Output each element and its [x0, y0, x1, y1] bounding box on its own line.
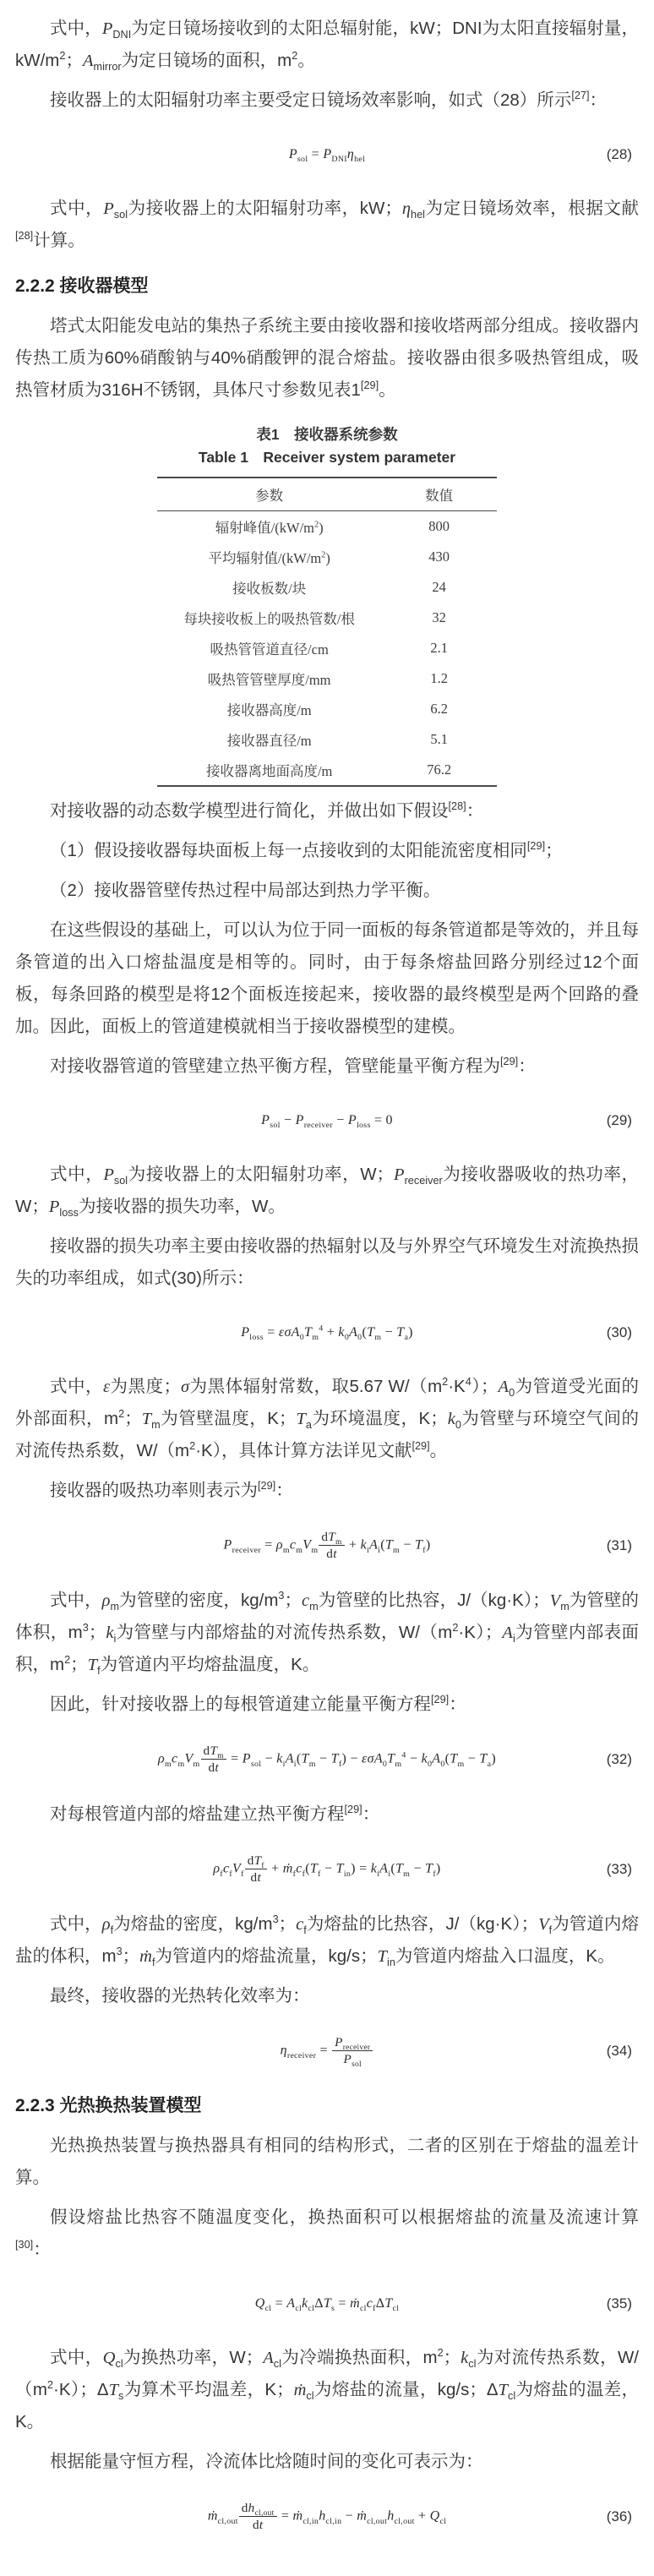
fraction: $\frac{dT_m}{dt}$ — [201, 1744, 226, 1776]
equation-32-number: (32) — [606, 1750, 632, 1767]
table1 — [157, 423, 497, 787]
parameter-name: 吸热管管壁厚度/mm — [207, 672, 331, 688]
equation-35-formula: $Q_{cl} = A_{cl}k_{cl}\Delta T_s$ = $ṁ_{cl}c_f\Delta T_{cl}$ — [254, 2295, 400, 2313]
table-row — [157, 511, 497, 543]
table-row — [157, 572, 497, 603]
paragraph-symbols-eq29: 式中，$P_{sol}$为接收器上的太阳辐射功率，W；$P_{receiver}$为接收器吸收的热功率，W；$P_{loss}$为接收器的损失功率，W。 — [15, 1165, 639, 1220]
equation-29 — [15, 1105, 639, 1136]
parameter-name: 平均辐射值$/(kW/m^2)$ — [208, 550, 330, 566]
parameter-value: 32 — [432, 609, 446, 625]
equation-32-formula: $\rho_mc_mV_m$ $\frac{dT_m}{dt}$ = $P_{sol} - k_iA_i(T_m - T_f) - \varepsilon\sigma A_0T_m^4 - k_0A_0(T_m - T_a)$ — [158, 1743, 496, 1776]
column-header-parameter: 参数 — [157, 478, 381, 511]
equation-30 — [15, 1318, 639, 1348]
paragraph-radiation-power: 接收器上的太阳辐射功率主要受定日镜场效率影响，如式（28）所示[27]： — [50, 89, 608, 110]
column-header-value: 数值 — [381, 478, 497, 511]
table1-caption-en: Table 1 Receiver system parameter — [198, 449, 456, 466]
paragraph-symbols-eq33: 式中，$\rho_f$为熔盐的密度，$kg/m^3$；$c_f$为熔盐的比热容，J/（kg·K）；$V_f$为管道内熔盐的体积，$m^3$；ṁ$_f$为管道内的熔盐流量，kg/s；$T_{in}$为管道内熔盐入口温度，K。 — [15, 1912, 639, 1968]
fraction: $\frac{dT_m}{dt}$ — [319, 1530, 344, 1562]
paragraph-assume-cp: 假设熔盐比热容不随温度变化，换热面积可以根据熔盐的流量及流速计算[30]： — [15, 2207, 639, 2259]
table-row — [157, 694, 497, 724]
equation-29-formula: $P_{sol} - P_{receiver} - P_{loss} = 0$ — [261, 1113, 393, 1131]
equation-35 — [15, 2289, 639, 2319]
paragraph-assumption-1: （1）假设接收器每块面板上每一点接收到的太阳能流密度相同[29]； — [50, 839, 563, 860]
equation-31 — [15, 1530, 639, 1562]
table-row — [157, 633, 497, 663]
paragraph-heat-exchanger: 光热换热装置与换热器具有相同的结构形式，二者的区别在于熔盐的温差计算。 — [15, 2135, 639, 2187]
paragraph-salt-balance-intro: 对每根管道内部的熔盐建立热平衡方程[29]： — [50, 1803, 380, 1824]
paragraph-energy-conservation: 根据能量守恒方程，冷流体比焓随时间的变化可表示为： — [50, 2451, 483, 2471]
equation-36 — [15, 2501, 639, 2533]
parameter-value: 1.2 — [430, 670, 448, 686]
parameter-name: 吸热管管道直径/cm — [210, 641, 329, 658]
equation-33 — [15, 1853, 639, 1886]
equation-34-formula: $\eta_{receiver}$ = $\frac{P_{receiver}}{P_{sol}}$ — [281, 2035, 374, 2067]
fraction: $\frac{dh_{cl,out}}{dt}$ — [239, 2501, 277, 2533]
paragraph-efficiency-intro: 最终，接收器的光热转化效率为： — [50, 1985, 310, 2006]
parameter-name: 接收器直径/m — [226, 733, 312, 749]
parameter-value: 76.2 — [427, 761, 452, 778]
parameter-value: 800 — [428, 518, 450, 534]
parameter-name: 每块接收板上的吸热管数/根 — [183, 611, 355, 627]
paragraph-symbols-dni: 式中，$P_{DNI}$为定日镜场接收到的太阳总辐射能，kW；DNI为太阳直接辐射量，$kW/m^2$；$A_{mirror}$为定日镜场的面积，$m^2$。 — [15, 19, 639, 74]
parameter-value: 430 — [428, 548, 450, 565]
parameter-name: 辐射峰值$/(kW/m^2)$ — [215, 520, 324, 536]
paragraph-assumption-2: （2）接收器管壁传热过程中局部达到热力学平衡。 — [50, 881, 441, 900]
section-heading-223: 2.2.3 光热换热装置模型 — [15, 2095, 202, 2115]
paragraph-symbols-eq31: 式中，$\rho_m$为管壁的密度，$kg/m^3$；$c_m$为管壁的比热容，J/（kg·K）；$V_m$为管壁的体积，$m^3$；$k_i$为管壁与内部熔盐的对流传热系数，$W/(m^2\cdot K)$；$A_i$为管壁内部表面积，$m^2$；$T_f$为管道内平均熔盐温度，K。 — [15, 1589, 640, 1678]
equation-31-number: (31) — [606, 1536, 632, 1553]
equation-32 — [15, 1744, 639, 1776]
table-row — [157, 755, 497, 786]
parameter-value: 6.2 — [430, 701, 448, 717]
paragraph-receiver-intro: 塔式太阳能发电站的集热子系统主要由接收器和接收塔两部分组成。接收器内传热工质为60%硝酸钠与40%硝酸钾的混合熔盐。接收器由很多吸热管组成，吸热管材质为316H不锈钢，具体尺寸参数见表1[29]。 — [15, 316, 639, 400]
equation-33-number: (33) — [606, 1860, 632, 1877]
paragraph-absorb-power-intro: 接收器的吸热功率则表示为[29]： — [50, 1479, 293, 1500]
fraction: $\frac{P_{receiver}}{P_{sol}}$ — [332, 2035, 373, 2067]
equation-29-number: (29) — [606, 1112, 632, 1128]
table1-header-row — [157, 478, 497, 511]
equation-33-formula: $\rho_fc_fV_f$ $\frac{dT_f}{dt}$ + $ṁ_fc_f(T_f - T_{in}) = k_iA_i(T_m - T_f)$ — [213, 1853, 441, 1886]
parameter-value: 5.1 — [430, 731, 448, 747]
table1-grid — [157, 477, 497, 787]
parameter-value: 24 — [432, 579, 446, 595]
parameter-name: 接收器高度/m — [226, 702, 312, 718]
table-row — [157, 542, 497, 572]
table1-body — [157, 511, 497, 787]
table1-caption-zh: 表1 接收器系统参数 — [256, 426, 398, 443]
equation-31-formula: $P_{receiver} = \rho_mc_mV_m$ $\frac{dT_m}{dt}$ + $k_iA_i(T_m - T_f)$ — [223, 1530, 431, 1562]
equation-36-formula: ṁ$_{cl,out}$ $\frac{dh_{cl,out}}{dt}$ = $ṁ_{cl,in}h_{cl,in}$ − $ṁ_{cl,out}h_{cl,out} + Q_{cl}$ — [207, 2500, 447, 2533]
section-heading-222: 2.2.2 接收器模型 — [15, 276, 149, 296]
table-row — [157, 724, 497, 755]
equation-28 — [15, 139, 639, 170]
paragraph-simplify-assumptions: 对接收器的动态数学模型进行简化，并做出如下假设[28]： — [50, 800, 484, 821]
equation-30-number: (30) — [606, 1324, 632, 1340]
equation-36-number: (36) — [606, 2508, 632, 2524]
paragraph-loss-power: 接收器的损失功率主要由接收器的热辐射以及与外界空气环境发生对流换热损失的功率组成，如式(30)所示： — [15, 1236, 639, 1288]
equation-34-number: (34) — [606, 2042, 632, 2059]
paragraph-wall-balance-intro: 对接收器管道的管壁建立热平衡方程，管壁能量平衡方程为[29]： — [50, 1055, 536, 1076]
paragraph-tube-energy-intro: 因此，针对接收器上的每根管道建立能量平衡方程[29]： — [50, 1693, 466, 1714]
equation-34 — [15, 2034, 639, 2070]
paragraph-symbols-psol: 式中，$P_{sol}$为接收器上的太阳辐射功率，kW；$\eta_{hel}$为定日镜场效率，根据文献[28]计算。 — [15, 199, 640, 250]
parameter-value: 2.1 — [430, 640, 448, 656]
parameter-name: 接收器离地面高度/m — [205, 763, 333, 779]
table-row — [157, 603, 497, 633]
paragraph-symbols-eq30: 式中，ε为黑度；σ为黑体辐射常数，取5.67 $W/(m^2\cdot K^4)$；$A_0$为管道受光面的外部面积，$m^2$；$T_m$为管壁温度，K；$T_a$为环境温度，K；$k_0$为管壁与环境空气间的对流传热系数，$W/(m^2\cdot K)$，具体计算方法详见文献[29]。 — [15, 1375, 640, 1460]
equation-30-formula: $P_{loss} = \varepsilon\sigma A_0T_m^4 + k_0A_0(T_m - T_a)$ — [241, 1323, 413, 1343]
equation-28-formula: $P_{sol} = P_{DNI}\eta_{hel}$ — [288, 147, 366, 165]
paragraph-symbols-eq35: 式中，$Q_{cl}$为换热功率，W；$A_{cl}$为冷端换热面积，$m^2$；$k_{cl}$为对流传热系数，$W/(m^2\cdot K)$；$\Delta T_s$为算术平均温差，K；ṁ$_{cl}$为熔盐的流量，kg/s；$\Delta T_{cl}$为熔盐的温差，K。 — [15, 2345, 640, 2431]
equation-35-number: (35) — [606, 2295, 632, 2311]
equation-28-number: (28) — [606, 146, 632, 162]
table-row — [157, 663, 497, 694]
paragraph-assumption-basis: 在这些假设的基础上，可以认为位于同一面板的每条管道都是等效的，并且每条管道的出入口熔盐温度是相等的。同时，由于每条熔盐回路分别经过12个面板，每条回路的模型是将12个面板连接起来，接收器的最终模型是两个回路的叠加。因此，面板上的管道建模就相当于接收器模型的建模。 — [15, 920, 639, 1036]
parameter-name: 接收板数/块 — [232, 581, 307, 597]
fraction: $\frac{dT_f}{dt}$ — [245, 1853, 267, 1886]
